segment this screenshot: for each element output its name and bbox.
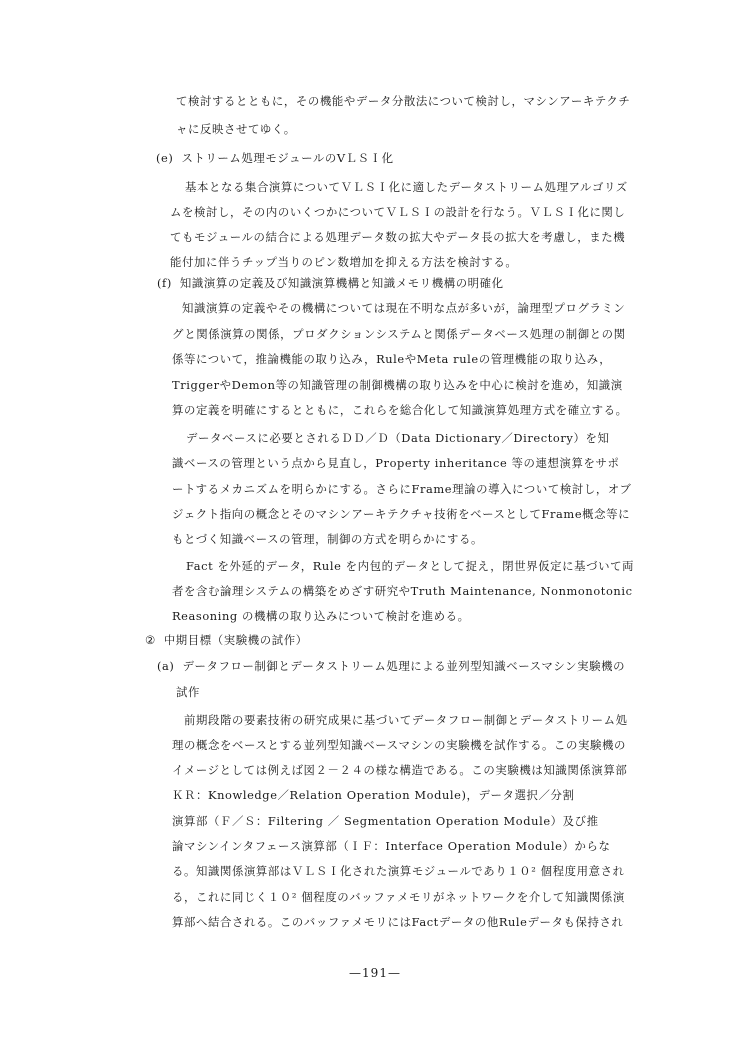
section-heading-a [157,658,625,674]
heading-text: ストリーム処理モジュールのVＬＳＩ化 [181,151,394,165]
heading-text: データフロー制御とデータストリーム処理による並列型知識ベースマシン実験機の [182,659,626,673]
text-line: 理の概念をベースとする並列型知識ベースマシンの実験機を試作する。この実験機の [172,738,626,752]
list-marker: (a) [157,659,175,673]
text-line: Reasoning の機構の取り込みについて検討を進める。 [172,609,470,623]
text-line: 係等について，推論機能の取り込み，RuleやMeta ruleの管理機能の取り込み， [172,352,612,366]
text-line: 識ベースの管理という点から見直し，Property inheritance 等の連想演算をサポ [172,456,620,470]
text-line: 者を含む論理システムの構築をめざす研究やTruth Maintenance, Nonmonotonic [172,584,633,598]
text-line: グと関係演算の関係，プロダクションシステムと関係データベース処理の制御との関 [172,327,626,341]
text-line: 算の定義を明確にするとともに，これらを総合化して知識演算処理方式を確立する。 [172,403,628,417]
heading-text: 中期目標（実験機の試作） [163,633,308,647]
text-line: ジェクト指向の概念とそのマシンアーキテクチャ技術をベースとしてFrame概念等に [172,507,631,521]
text-line: 能付加に伴うチップ当りのピン数増加を抑える方法を検討する。 [170,255,518,269]
text-line: 論マシンインタフェース演算部（ＩＦ：Interface Operation Module）からな [172,839,611,853]
section-heading-f [157,275,504,291]
text-line: 試作 [176,685,200,699]
list-marker: (e) [156,151,174,165]
text-line: ムを検討し，その内のいくつかについてＶＬＳＩの設計を行なう。ＶＬＳＩ化に関し [170,205,626,219]
section-heading-e [156,150,394,166]
text-line: データベースに必要とされるＤＤ／Ｄ（Data Dictionary／Directory）を知 [186,431,610,445]
text-line: る。知識関係演算部はＶＬＳＩ化された演算モジュールであり１０² 個程度用意され [172,864,625,878]
section-heading-2 [145,632,308,648]
text-line: 前期段階の要素技術の研究成果に基づいてデータフロー制御とデータストリーム処 [184,713,628,727]
text-line: もとづく知識ベースの管理，制御の方式を明らかにする。 [172,532,483,546]
text-line: てもモジュールの結合による処理データ数の拡大やデータ長の拡大を考慮し，また機 [170,230,626,244]
text-line: て検討するとともに，その機能やデータ分散法について検討し，マシンアーキテクチ [176,94,631,108]
text-line: イメージとしては例えば図２－２４の様な構造である。この実験機は知識関係演算部 [172,763,628,777]
text-line: ートするメカニズムを明らかにする。さらにFrame理論の導入について検討し，オブ [172,482,632,496]
text-line: 知識演算の定義やその機構については現在不明な点が多いが，論理型プログラミン [182,301,626,315]
page-number: —191— [349,966,401,980]
text-line: Fact を外延的データ，Rule を内包的データとして捉え，閉世界仮定に基づいて両 [186,559,635,573]
text-line: ャに反映させてゆく。 [176,122,296,136]
list-marker: (f) [157,276,172,290]
text-line: 演算部（Ｆ／Ｓ：Filtering ／ Segmentation Operation Module）及び推 [172,814,599,828]
heading-text: 知識演算の定義及び知識演算機構と知識メモリ機構の明確化 [179,276,504,290]
list-marker: ② [145,633,156,647]
text-line: TriggerやDemon等の知識管理の制御機構の取り込みを中心に検討を進め，知識演 [172,378,623,392]
text-line: る，これに同じく１０² 個程度のバッファメモリがネットワークを介して知識関係演 [172,890,625,904]
text-line: 算部へ結合される。このバッファメモリにはFactデータの他Ruleデータも保持され [172,915,624,929]
text-line: 基本となる集合演算についてＶＬＳＩ化に適したデータストリーム処理アルゴリズ [185,180,628,194]
text-line: ＫＲ：Knowledge／Relation Operation Module)，データ選択／分割 [172,788,575,802]
